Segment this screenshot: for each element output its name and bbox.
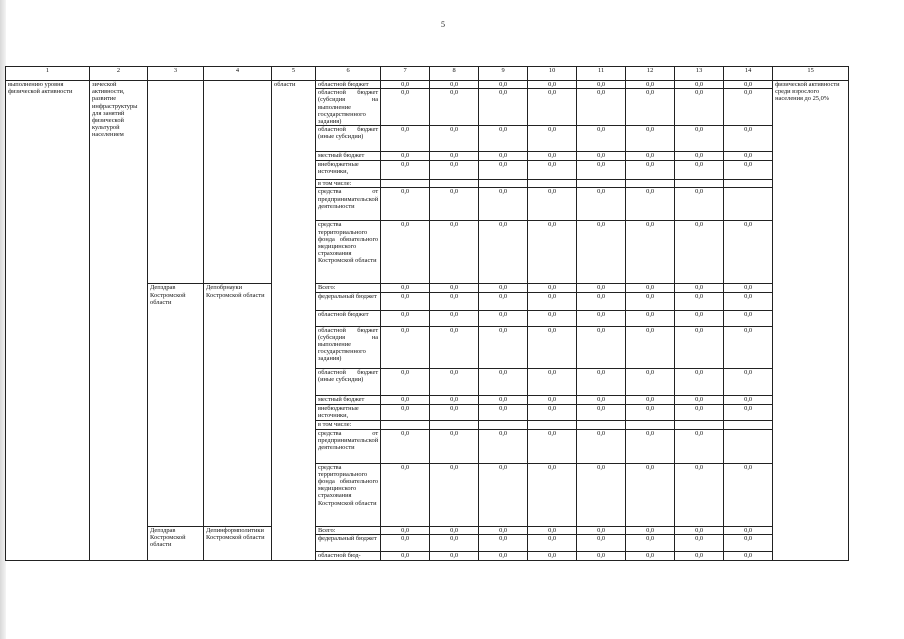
value-cell: 0,0 [626,221,675,284]
value-cell: 0,0 [675,368,724,395]
funding-source-cell: федеральный бюджет [316,534,381,551]
value-cell: 0,0 [675,161,724,180]
value-cell: 0,0 [577,81,626,89]
value-cell: 0,0 [479,89,528,126]
value-cell: 0,0 [675,429,724,463]
value-cell [724,420,773,429]
value-cell: 0,0 [577,429,626,463]
value-cell: 0,0 [381,89,430,126]
value-cell: 0,0 [430,463,479,526]
value-cell: 0,0 [381,292,430,310]
value-cell: 0,0 [626,152,675,161]
value-cell: 0,0 [626,551,675,560]
value-cell: 0,0 [577,221,626,284]
funding-source-cell: средства от предпринимательской деятельности [316,188,381,221]
value-cell: 0,0 [479,284,528,292]
value-cell: 0,0 [626,429,675,463]
value-cell: 0,0 [675,188,724,221]
value-cell: 0,0 [577,89,626,126]
value-cell [430,180,479,188]
value-cell [724,188,773,221]
column-header: 7 [381,67,430,81]
value-cell: 0,0 [626,526,675,534]
value-cell: 0,0 [528,429,577,463]
value-cell: 0,0 [430,534,479,551]
value-cell: 0,0 [479,551,528,560]
funding-source-cell: областной бюд- [316,551,381,560]
value-cell: 0,0 [577,292,626,310]
responsible-executor-cell [148,81,204,284]
value-cell: 0,0 [430,326,479,368]
value-cell: 0,0 [626,126,675,152]
value-cell: 0,0 [528,188,577,221]
responsible-executor-cell: Депздрав Костромской области [148,526,204,560]
value-cell [577,420,626,429]
funding-source-cell: областной бюджет (субсидия на выполнение государственного задания) [316,89,381,126]
value-cell: 0,0 [577,152,626,161]
value-cell: 0,0 [479,161,528,180]
value-cell: 0,0 [675,534,724,551]
funding-source-cell: средства территориального фонда обязательного медицинского страхования Костромской области [316,463,381,526]
funding-source-cell: Всего: [316,284,381,292]
value-cell: 0,0 [479,81,528,89]
value-cell: 0,0 [626,463,675,526]
value-cell: 0,0 [577,526,626,534]
value-cell: 0,0 [430,526,479,534]
value-cell: 0,0 [479,526,528,534]
value-cell: 0,0 [430,188,479,221]
value-cell: 0,0 [430,404,479,420]
value-cell: 0,0 [626,368,675,395]
value-cell: 0,0 [528,551,577,560]
value-cell: 0,0 [724,395,773,404]
value-cell [528,180,577,188]
value-cell: 0,0 [479,368,528,395]
funding-source-cell: средства от предпринимательской деятельности [316,429,381,463]
value-cell: 0,0 [381,284,430,292]
responsible-executor-cell: Депздрав Костромской области [148,284,204,526]
value-cell: 0,0 [528,534,577,551]
value-cell: 0,0 [381,429,430,463]
value-cell: 0,0 [724,534,773,551]
value-cell: 0,0 [381,326,430,368]
value-cell: 0,0 [381,526,430,534]
value-cell: 0,0 [430,551,479,560]
value-cell: 0,0 [577,126,626,152]
value-cell: 0,0 [430,81,479,89]
value-cell: 0,0 [675,89,724,126]
column-header: 12 [626,67,675,81]
value-cell: 0,0 [577,368,626,395]
value-cell: 0,0 [381,551,430,560]
value-cell: 0,0 [430,221,479,284]
value-cell: 0,0 [528,152,577,161]
value-cell [724,429,773,463]
value-cell: 0,0 [626,188,675,221]
value-cell: 0,0 [479,152,528,161]
value-cell: 0,0 [381,221,430,284]
funding-source-cell: федеральный бюджет [316,292,381,310]
page-number: 5 [441,20,445,29]
value-cell: 0,0 [528,404,577,420]
value-cell: 0,0 [528,326,577,368]
value-cell [528,420,577,429]
value-cell: 0,0 [528,221,577,284]
value-cell: 0,0 [430,152,479,161]
value-cell: 0,0 [675,81,724,89]
value-cell: 0,0 [626,81,675,89]
value-cell [724,180,773,188]
value-cell [381,420,430,429]
column-header: 1 [6,67,90,81]
value-cell: 0,0 [724,292,773,310]
value-cell: 0,0 [675,221,724,284]
value-cell: 0,0 [577,534,626,551]
value-cell: 0,0 [479,221,528,284]
value-cell: 0,0 [381,81,430,89]
funding-source-cell: средства территориального фонда обязательного медицинского страхования Костромской области [316,221,381,284]
funding-source-cell: областной бюджет (субсидия на выполнение государственного задания) [316,326,381,368]
column-header: 14 [724,67,773,81]
value-cell: 0,0 [381,126,430,152]
funding-source-cell: Всего: [316,526,381,534]
column-header: 10 [528,67,577,81]
value-cell: 0,0 [675,126,724,152]
value-cell [430,420,479,429]
value-cell: 0,0 [381,463,430,526]
task-cell: зической активности, развитие инфраструктуры для занятий физической культурой населением [90,81,148,561]
region-cell: области [272,81,316,561]
value-cell [675,180,724,188]
value-cell: 0,0 [577,404,626,420]
value-cell: 0,0 [724,284,773,292]
funding-source-cell: внебюджетные источники, [316,404,381,420]
indicator-cell: физической активности среди взрослого населения до 25,0% [773,81,849,561]
funding-source-cell: внебюджетные источники, [316,161,381,180]
funding-source-cell: местный бюджет [316,395,381,404]
funding-source-cell: областной бюджет [316,81,381,89]
table-header-row [6,67,849,81]
value-cell: 0,0 [724,152,773,161]
value-cell: 0,0 [675,526,724,534]
value-cell: 0,0 [724,89,773,126]
value-cell: 0,0 [381,404,430,420]
value-cell: 0,0 [626,161,675,180]
column-header: 3 [148,67,204,81]
value-cell: 0,0 [724,404,773,420]
value-cell [626,180,675,188]
value-cell: 0,0 [528,310,577,326]
value-cell [675,420,724,429]
value-cell: 0,0 [724,463,773,526]
column-header: 11 [577,67,626,81]
value-cell: 0,0 [528,395,577,404]
value-cell: 0,0 [381,188,430,221]
value-cell [626,420,675,429]
column-header: 5 [272,67,316,81]
value-cell: 0,0 [430,368,479,395]
value-cell: 0,0 [430,126,479,152]
value-cell: 0,0 [381,395,430,404]
value-cell: 0,0 [479,188,528,221]
value-cell: 0,0 [626,404,675,420]
value-cell: 0,0 [675,292,724,310]
value-cell: 0,0 [577,284,626,292]
funding-source-cell: местный бюджет [316,152,381,161]
value-cell [577,180,626,188]
value-cell: 0,0 [528,463,577,526]
funding-source-cell: в том числе: [316,180,381,188]
value-cell: 0,0 [430,284,479,292]
value-cell: 0,0 [430,292,479,310]
value-cell: 0,0 [724,526,773,534]
value-cell: 0,0 [528,161,577,180]
value-cell: 0,0 [724,81,773,89]
column-header: 8 [430,67,479,81]
value-cell: 0,0 [675,284,724,292]
value-cell: 0,0 [675,404,724,420]
value-cell: 0,0 [626,89,675,126]
value-cell: 0,0 [577,188,626,221]
value-cell: 0,0 [577,395,626,404]
column-header: 4 [204,67,272,81]
value-cell [381,180,430,188]
value-cell: 0,0 [381,152,430,161]
value-cell: 0,0 [430,161,479,180]
value-cell: 0,0 [626,284,675,292]
value-cell: 0,0 [381,534,430,551]
value-cell: 0,0 [479,534,528,551]
value-cell: 0,0 [430,395,479,404]
value-cell: 0,0 [675,152,724,161]
value-cell: 0,0 [528,284,577,292]
value-cell: 0,0 [479,429,528,463]
value-cell: 0,0 [724,126,773,152]
column-header: 2 [90,67,148,81]
value-cell [479,420,528,429]
measure-cell: выполнению уровня физической активности [6,81,90,561]
value-cell: 0,0 [479,404,528,420]
value-cell: 0,0 [381,161,430,180]
value-cell: 0,0 [724,161,773,180]
funding-source-cell: областной бюджет [316,310,381,326]
funding-source-cell: областной бюджет (иные субсидии) [316,368,381,395]
co-executor-cell [204,81,272,284]
value-cell: 0,0 [675,395,724,404]
value-cell: 0,0 [675,463,724,526]
value-cell: 0,0 [626,395,675,404]
value-cell: 0,0 [528,126,577,152]
value-cell: 0,0 [479,310,528,326]
value-cell: 0,0 [724,310,773,326]
table-row [6,81,849,89]
value-cell: 0,0 [724,368,773,395]
value-cell: 0,0 [479,326,528,368]
funding-source-cell: в том числе: [316,420,381,429]
value-cell: 0,0 [577,161,626,180]
value-cell: 0,0 [528,292,577,310]
co-executor-cell: Депинформполитики Костромской области [204,526,272,560]
column-header: 13 [675,67,724,81]
value-cell: 0,0 [577,551,626,560]
budget-table [5,66,849,561]
value-cell: 0,0 [675,326,724,368]
value-cell: 0,0 [381,368,430,395]
value-cell: 0,0 [626,292,675,310]
value-cell: 0,0 [430,310,479,326]
value-cell: 0,0 [577,310,626,326]
value-cell [479,180,528,188]
value-cell: 0,0 [577,463,626,526]
value-cell: 0,0 [724,551,773,560]
value-cell: 0,0 [724,326,773,368]
value-cell: 0,0 [724,221,773,284]
value-cell: 0,0 [675,310,724,326]
column-header: 15 [773,67,849,81]
value-cell: 0,0 [528,368,577,395]
value-cell: 0,0 [479,395,528,404]
value-cell: 0,0 [479,463,528,526]
column-header: 9 [479,67,528,81]
value-cell: 0,0 [626,310,675,326]
value-cell: 0,0 [528,81,577,89]
funding-source-cell: областной бюджет (иные субсидии) [316,126,381,152]
value-cell: 0,0 [675,551,724,560]
value-cell: 0,0 [528,89,577,126]
column-header: 6 [316,67,381,81]
value-cell: 0,0 [430,429,479,463]
value-cell: 0,0 [626,534,675,551]
value-cell: 0,0 [626,326,675,368]
value-cell: 0,0 [577,326,626,368]
value-cell: 0,0 [479,126,528,152]
value-cell: 0,0 [381,310,430,326]
co-executor-cell: Депобрнауки Костромской области [204,284,272,526]
value-cell: 0,0 [430,89,479,126]
value-cell: 0,0 [479,292,528,310]
value-cell: 0,0 [528,526,577,534]
